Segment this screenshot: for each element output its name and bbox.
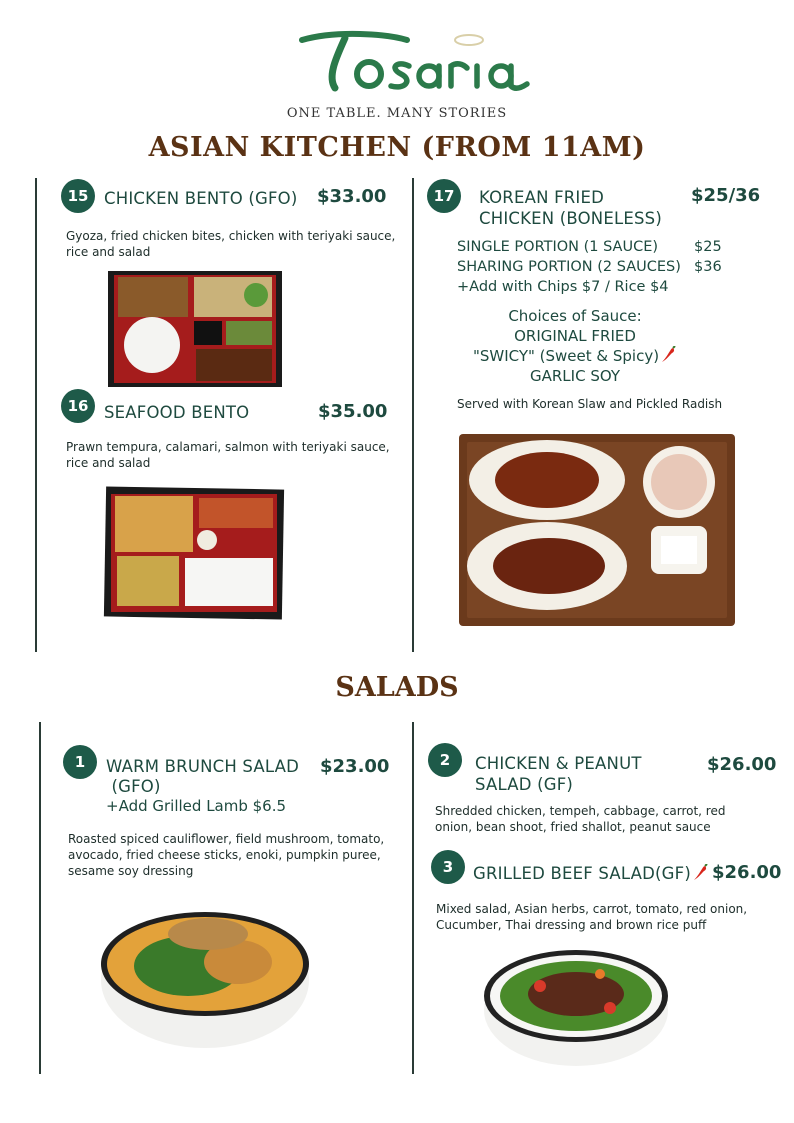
item-description: Mixed salad, Asian herbs, carrot, tomato, red onion, Cucumber, Thai dressing and brown rice puff (436, 902, 748, 932)
divider-middle (412, 178, 414, 652)
sauce-choices (440, 306, 710, 386)
chili-icon (659, 346, 677, 364)
divider-middle (412, 722, 414, 1074)
served-with: Served with Korean Slaw and Pickled Radish (457, 397, 723, 411)
item-price: $35.00 (318, 401, 388, 422)
chicken-bento-photo (106, 267, 284, 391)
chili-icon (691, 864, 709, 882)
item-title: CHICKEN & PEANUT SALAD (GF) (475, 754, 642, 794)
sauce-option: ORIGINAL FRIED (514, 327, 636, 345)
portion-sharing: SHARING PORTION (2 SAUCES) (457, 259, 681, 275)
item-number-badge: 15 (61, 179, 95, 213)
item-title: GRILLED BEEF SALAD(GF) (473, 864, 709, 883)
item-title: CHICKEN BENTO (GFO) (104, 189, 298, 208)
warm-brunch-salad-photo (98, 894, 312, 1050)
item-description: Gyoza, fried chicken bites, chicken with teriyaki sauce, rice and salad (66, 229, 396, 259)
addon-text: +Add Grilled Lamb $6.5 (106, 797, 287, 815)
portion-single-price: $25 (694, 239, 722, 255)
item-title: WARM BRUNCH SALAD (GFO) (106, 757, 300, 796)
item-price: $33.00 (317, 186, 387, 207)
grilled-beef-salad-photo (480, 938, 672, 1068)
korean-fried-chicken-photo (457, 432, 737, 628)
section-heading-asian: ASIAN KITCHEN (FROM 11AM) (148, 132, 646, 163)
item-number-badge: 3 (431, 850, 465, 884)
sauce-option: GARLIC SOY (530, 367, 620, 385)
section-heading-salads: SALADS (335, 672, 459, 703)
item-price: $26.00 (707, 754, 777, 775)
item-number-badge: 1 (63, 745, 97, 779)
item-price: $23.00 (320, 756, 390, 777)
addon-text: +Add with Chips $7 / Rice $4 (457, 279, 669, 295)
item-price: $26.00 (712, 862, 782, 883)
item-number-badge: 17 (427, 179, 461, 213)
tosaria-logo (297, 26, 532, 96)
portion-single: SINGLE PORTION (1 SAUCE) (457, 239, 659, 255)
item-title: SEAFOOD BENTO (104, 403, 250, 422)
item-description: Shredded chicken, tempeh, cabbage, carrot, red onion, bean shoot, fried shallot, peanut sauce (435, 804, 726, 834)
tagline: ONE TABLE. MANY STORIES (286, 106, 508, 121)
sauce-option: "SWICY" (Sweet & Spicy) (440, 346, 710, 366)
item-price: $25/36 (691, 185, 761, 206)
divider-left (35, 178, 37, 652)
sauce-heading: Choices of Sauce: (508, 307, 642, 325)
item-description: Prawn tempura, calamari, salmon with teriyaki sauce, rice and salad (66, 440, 390, 470)
item-number-badge: 2 (428, 743, 462, 777)
portion-sharing-price: $36 (694, 259, 722, 275)
seafood-bento-photo (103, 486, 285, 620)
item-title: KOREAN FRIED CHICKEN (BONELESS) (479, 188, 662, 228)
item-description: Roasted spiced cauliflower, field mushroom, tomato, avocado, fried cheese sticks, enoki, pumpkin puree, sesame soy dressing (68, 832, 385, 878)
item-number-badge: 16 (61, 389, 95, 423)
divider-left (39, 722, 41, 1074)
